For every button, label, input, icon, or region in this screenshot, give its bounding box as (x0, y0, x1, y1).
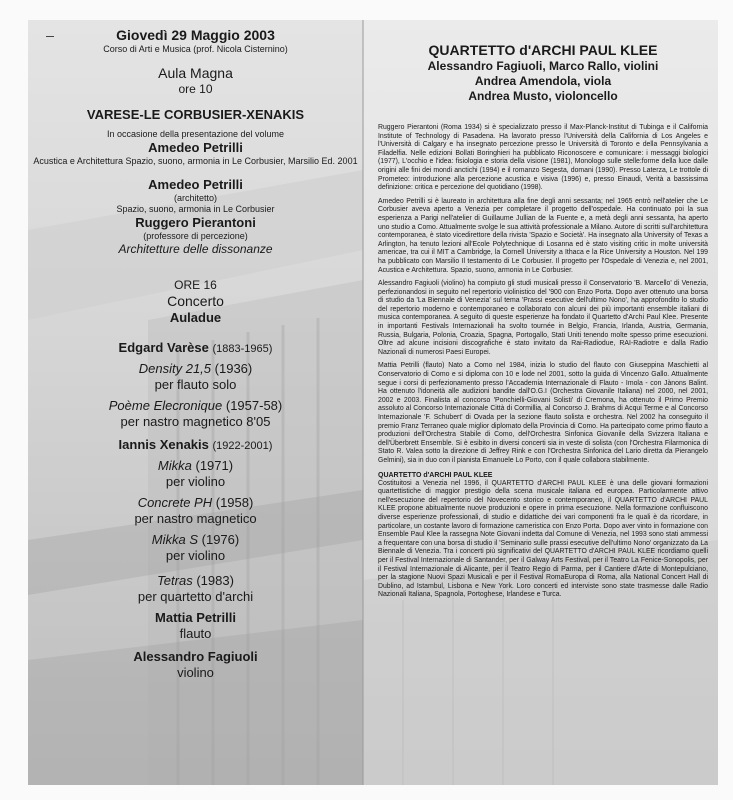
left-column (28, 20, 363, 680)
book-author: Amedeo Petrilli (148, 140, 243, 155)
event-date: Giovedì 29 Maggio 2003 (116, 27, 275, 43)
composer-xenakis: Iannis Xenakis (1922-2001) (118, 437, 273, 452)
venue: Aula Magna (158, 65, 233, 81)
concert-label: Concerto (167, 293, 224, 309)
bio-amedeo-petrilli: Amedeo Petrilli si è laureato in architettura alla fine degli anni sessanta; nel 1965 entrò nell'atelier che Le Corbusier aveva aperto a Venezia per completare il progetto dell'ospedale. Ha continuato poi la sua esperienza a Parigi nell'atelier di Guillaume Jullian de la Fuente e, a metà degli anni sessanta, ha aperto uno studio a Como. Attualmente svolge le sua attività professionale a Milano. Autore di scritti sull'architettura contemporanea, è stato vicedirettore della rivista 'Spazio e Società'. Ha insegnato alla University of Texas a Arlington, ha tenuto lezioni all'Ecole Polytechnique di Losanna ed è stato visiting critic in molte università americae, tra cui il MIT a Cambridge, la Cornell University a Ithaca e la Rice University a Houston. Nel 199 ha pubblicato con Marsilio Il testamento di Le Corbusier. Il progetto per l'Ospedale di Venezia e, nel 2001, Acustica e Architettura. Spazio, suono, armonia in Le Corbusier. (378, 197, 708, 274)
presentation-line: In occasione della presentazione del volume (106, 129, 285, 139)
speaker2-role: (professore di percezione) (143, 231, 248, 241)
work-density: Density 21,5 (1936) (138, 361, 253, 376)
morning-time: ore 10 (178, 82, 213, 96)
work-tetras: Tetras (1983) (157, 573, 234, 588)
performer-mattia: Mattia Petrilli (155, 610, 236, 625)
book-title: Acustica e Architettura Spazio, suono, armonia in Le Corbusier, Marsilio Ed. 2001 (33, 156, 358, 166)
speaker1-name: Amedeo Petrilli (148, 177, 243, 192)
work-tetras-instrument: per quartetto d'archi (137, 589, 254, 604)
speaker1-topic: Spazio, suono, armonia in Le Corbusier (116, 204, 275, 214)
performer-alessandro: Alessandro Fagiuoli (133, 649, 258, 664)
speaker2-name: Ruggero Pierantoni (135, 215, 256, 230)
quartet-member-2: Andrea Amendola, viola (474, 74, 612, 88)
speaker1-role: (architetto) (173, 193, 217, 203)
work-poeme-instrument: per nastro magnetico 8'05 (120, 414, 271, 429)
performer-alessandro-instrument: violino (177, 665, 214, 680)
work-poeme: Poème Elecronique (1957-58) (108, 398, 283, 413)
course-line: Corso di Arti e Musica (prof. Nicola Cisternino) (103, 44, 288, 54)
quartet-member-1: Alessandro Fagiuoli, Marco Rallo, violini (427, 59, 659, 73)
work-mikka-s: Mikka S (1976) (151, 532, 240, 547)
composer-varese: Edgard Varèse (1883-1965) (118, 340, 273, 355)
quartet-bio-heading: QUARTETTO d'ARCHI PAUL KLEE (378, 471, 493, 479)
speaker2-topic: Architetture delle dissonanze (118, 242, 273, 256)
bio-mattia-petrilli: Mattia Petrilli (flauto) Nato a Como nel 1984, inizia lo studio del flauto con Giuseppina Maschietti al Conservatorio di Como e si diploma con 10 e lode nel 2001, sotto la guida di Vincenzo Gallo. Attualmente segue i corsi di perfezionamento presso l'Accademia Internazionale di Flauto - Imola - con Jànons Balint. Ha ottenuto l'idoneità alle audizioni bandite dall'O.G.I (Orchestra Giovanile Italiana) nel 2000, nel 2001, 2002 e 2003. Finalista al concorso 'Ponchielli-Giovani Solisti' di Cremona, ha ottenuto il Primo Premio assoluto al Concorso Internazionale Città di Cormillia, al Concorso J. Brahms di Acqui Terme e al Concorso Internazionale 'F. Schubert' di Ovada per la sezione flauto solista e orchestra. Nel 2002 ha conseguito il premio Franz Terraneo quale miglior diplomato della Provincia di Como. Ha partecipato come primo flauto a produzioni dell'Orchestra Stabile di Como, dell'Orchestra Sinfonica Giovanile della Svizzera Italiana e dell'Überbrett Ensemble. Si è esibito in diversi concerti sia in veste di solista (con l'Orchestra Filarmonica di Stato R. Valea sotto la direzione di Jeffrey Rink e con l'Orchestra Sinfonica del Lario diretta da Pierangelo Gelmini), sia in duo con il pianista Emanuele Lo Porto, con il quale collabora stabilmente. (378, 362, 708, 464)
performer-mattia-instrument: flauto (179, 626, 212, 641)
work-mikka: Mikka (1971) (157, 458, 234, 473)
bio-pierantoni: Ruggero Pierantoni (Roma 1934) si è specializzato presso il Max-Planck-Institut di Tubinga e il California Institute of Technology di Pasadena. Ha lavorato presso l'Università della California di Los Angeles e l'Università di Calgary e ha insegnato percezione presso le Università di Toronto e della Pennsylvania a Filadelfia. Nelle edizioni Bollati Boringhieri ha pubblicato Riconoscere e comunicare: i messaggi biologici (1977), L'occhio e l'idea: fisiologia e storia della visione (1981), Monologo sulle stelle:forme della luce dalle origini alle fini dei mondi anctichi (1994) e il romanzo Segesta, domani (1990). Presso Laterza, Le trottole di Prometeo: introduzione alla percezione acustica e visiva (1996) e, presso Einaudi, Verità a bassissima definizione: critica e percezione del quotidiano (1998). (378, 124, 708, 192)
quartet-title: QUARTETTO d'ARCHI PAUL KLEE (428, 42, 658, 58)
concert-venue: Auladue (169, 310, 222, 325)
concert-time: ORE 16 (174, 278, 217, 292)
work-concrete-instrument: per nastro magnetico (134, 511, 257, 526)
quartet-member-3: Andrea Musto, violoncello (468, 89, 618, 103)
work-concrete: Concrete PH (1958) (137, 495, 254, 510)
event-title: VARESE-LE CORBUSIER-XENAKIS (86, 107, 305, 122)
work-mikka-instrument: per violino (165, 474, 226, 489)
bio-quartet: Costituitosi a Venezia nel 1996, il QUARTETTO d'ARCHI PAUL KLEE è una delle giovani formazioni quartettistiche di maggior prestigio della scena musicale italiana ed europea. Particolarmente attivo nell'esecuzione del repertorio del Novecento storico e contemporaneo, il QUARTETTO d'ARCHI PAUL KLEE propone abitualmente nuove produzioni e opere in prima esecuzione. Nella formazione confluiscono diverse esperienze professionali, di studio e didattiche dei vari componenti fra le quali è da ricordare, in particolare, un costante lavoro di formazione cameristica con Enzo Porta. Dopo aver vinto in formazione con Ensemble Paul Klee la rassegna Note Giovani indetta dal Comune di Venezia, nel 1993 sono stati ammessi a frequentare con una borsa di studio il 'Seminario sulle prassi esecutive dell'ultimo Nono' organizzato da La Biennale di Venezia. Tra i concerti più significativi del QUARTETTO d'ARCHI PAUL KLEE ricordiamo quelli per il Festival Internazionale di Santander, per il Galway Arts Festival, per il Teatro La Fenice-Sonopolis, per il Festival Internazionale di Alicante, per il Teatro Regio di Parma, per il Cantiere d'Arte di Montepulciano, per la stagione Nuovi Spazi Musicali e per il Festival RomaEuropa di Roma, alla National Concert Hall di Dublino, ad Istambul, Lisbona e New York. Loro concerti ed interviste sono state trasmesse dalle Radio Nazionali Italiana, Spagnola, Portoghese, Irlandese e Turca. (378, 479, 708, 599)
right-column (378, 20, 708, 605)
work-mikka-s-instrument: per violino (165, 548, 226, 563)
work-density-instrument: per flauto solo (154, 377, 237, 392)
bio-fagiuoli: Alessandro Fagiuoli (violino) ha compiuto gli studi musicali presso il Conservatorio 'B. Marcello' di Venezia, perfezionandosi in seguito nel repertorio violinistico del '900 con Enzo Porta. Dopo aver ottenuto una borsa di studio da 'La Biennale di Venezia' sul tema 'Prassi esecutive dell'ultimo Nono', ha approfondito lo studio del repertorio moderno e contemporaneo e collaborato con alcuni dei più importanti ensemble italiani di musica contemporanea. A seguito di queste esperienze ha fondato il Quartetto d'Archi Paul Klee. Presente in importanti Festivals Internazionali ha svolto tournée in Belgio, Francia, Irlanda, Austria, Germania, Russia, Bulgaria, Polonia, Croazia, Spagna, Portogallo, Stati Uniti tenendo molte spesso prime esecuzioni. Oltre ad alcune incisioni discografiche è stato invitato da Rai-Radiodue, RAI-Radiotre e dalla Radio Nazionali di numerosi Paesi Europei. (378, 280, 708, 356)
